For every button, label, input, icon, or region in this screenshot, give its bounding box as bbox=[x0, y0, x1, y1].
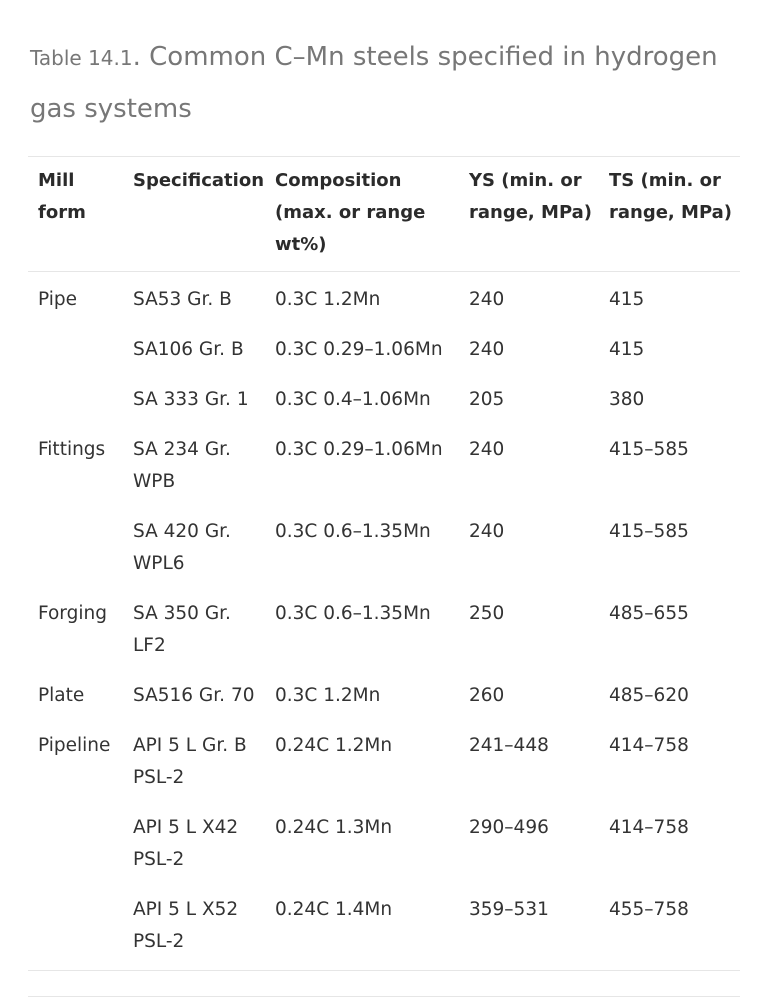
table-row bbox=[28, 719, 740, 801]
cell-specification: API 5 L Gr. B PSL-2 bbox=[133, 735, 247, 788]
cell-specification: API 5 L X52 PSL-2 bbox=[133, 899, 239, 952]
cell-ys: 240 bbox=[469, 439, 505, 460]
cell-ts: 414–758 bbox=[609, 735, 689, 756]
cell-mill-form bbox=[28, 323, 123, 373]
table-row bbox=[28, 373, 740, 423]
cell-ts: 415–585 bbox=[609, 521, 689, 542]
cell-ys: 240 bbox=[469, 289, 505, 310]
table-row bbox=[28, 587, 740, 669]
cell-ys: 250 bbox=[469, 603, 505, 624]
cell-specification: SA 333 Gr. 1 bbox=[133, 389, 249, 410]
header-mill-form: Mill form bbox=[38, 170, 86, 223]
cell-ts: 455–758 bbox=[609, 899, 689, 920]
cell-ys: 260 bbox=[469, 685, 505, 706]
table-row bbox=[28, 505, 740, 587]
cell-composition: 0.3C 1.2Mn bbox=[275, 685, 381, 706]
table-row bbox=[28, 423, 740, 505]
table-caption bbox=[30, 30, 745, 133]
table-header bbox=[28, 157, 740, 272]
header-specification: Specification bbox=[133, 170, 265, 191]
cell-composition: 0.3C 0.6–1.35Mn bbox=[275, 521, 431, 542]
cell-mill-form: Pipe bbox=[38, 289, 78, 310]
cell-composition: 0.3C 0.29–1.06Mn bbox=[275, 339, 443, 360]
cell-mill-form bbox=[28, 883, 123, 971]
cell-ys: 240 bbox=[469, 339, 505, 360]
cell-mill-form: Fittings bbox=[38, 439, 106, 460]
cell-mill-form: Pipeline bbox=[38, 735, 111, 756]
cell-ys: 359–531 bbox=[469, 899, 549, 920]
cell-specification: SA106 Gr. B bbox=[133, 339, 244, 360]
cell-ts: 415 bbox=[609, 289, 645, 310]
steels-table bbox=[28, 157, 740, 971]
cell-mill-form bbox=[28, 505, 123, 587]
table-title: . Common C–Mn steels specified in hydrogen gas systems bbox=[30, 42, 718, 124]
header-ts: TS (min. or range, MPa) bbox=[609, 170, 733, 223]
cell-ys: 241–448 bbox=[469, 735, 549, 756]
table-label: Table 14.1 bbox=[30, 46, 133, 70]
cell-ts: 415–585 bbox=[609, 439, 689, 460]
cell-specification: SA 420 Gr. WPL6 bbox=[133, 521, 231, 574]
cell-specification: SA 350 Gr. LF2 bbox=[133, 603, 231, 656]
cell-composition: 0.3C 0.4–1.06Mn bbox=[275, 389, 431, 410]
table-row bbox=[28, 323, 740, 373]
table-body bbox=[28, 272, 740, 971]
cell-ts: 414–758 bbox=[609, 817, 689, 838]
cell-mill-form: Forging bbox=[38, 603, 107, 624]
bottom-divider bbox=[28, 996, 740, 997]
cell-composition: 0.24C 1.2Mn bbox=[275, 735, 393, 756]
table-row bbox=[28, 801, 740, 883]
cell-specification: SA 234 Gr. WPB bbox=[133, 439, 231, 492]
cell-mill-form bbox=[28, 373, 123, 423]
cell-specification: API 5 L X42 PSL-2 bbox=[133, 817, 239, 870]
cell-ys: 240 bbox=[469, 521, 505, 542]
cell-ts: 415 bbox=[609, 339, 645, 360]
cell-mill-form: Plate bbox=[38, 685, 85, 706]
cell-ys: 205 bbox=[469, 389, 505, 410]
cell-composition: 0.24C 1.4Mn bbox=[275, 899, 393, 920]
table-container bbox=[28, 156, 740, 971]
cell-composition: 0.3C 0.6–1.35Mn bbox=[275, 603, 431, 624]
cell-ts: 485–620 bbox=[609, 685, 689, 706]
cell-composition: 0.3C 1.2Mn bbox=[275, 289, 381, 310]
cell-mill-form bbox=[28, 801, 123, 883]
cell-composition: 0.3C 0.29–1.06Mn bbox=[275, 439, 443, 460]
table-row bbox=[28, 669, 740, 719]
table-row bbox=[28, 272, 740, 324]
cell-ts: 380 bbox=[609, 389, 645, 410]
cell-ys: 290–496 bbox=[469, 817, 549, 838]
cell-specification: SA516 Gr. 70 bbox=[133, 685, 255, 706]
header-row bbox=[28, 157, 740, 272]
table-row bbox=[28, 883, 740, 971]
cell-ts: 485–655 bbox=[609, 603, 689, 624]
cell-composition: 0.24C 1.3Mn bbox=[275, 817, 393, 838]
header-ys: YS (min. or range, MPa) bbox=[469, 170, 593, 223]
cell-specification: SA53 Gr. B bbox=[133, 289, 232, 310]
header-composition: Composition (max. or range wt%) bbox=[275, 170, 426, 255]
